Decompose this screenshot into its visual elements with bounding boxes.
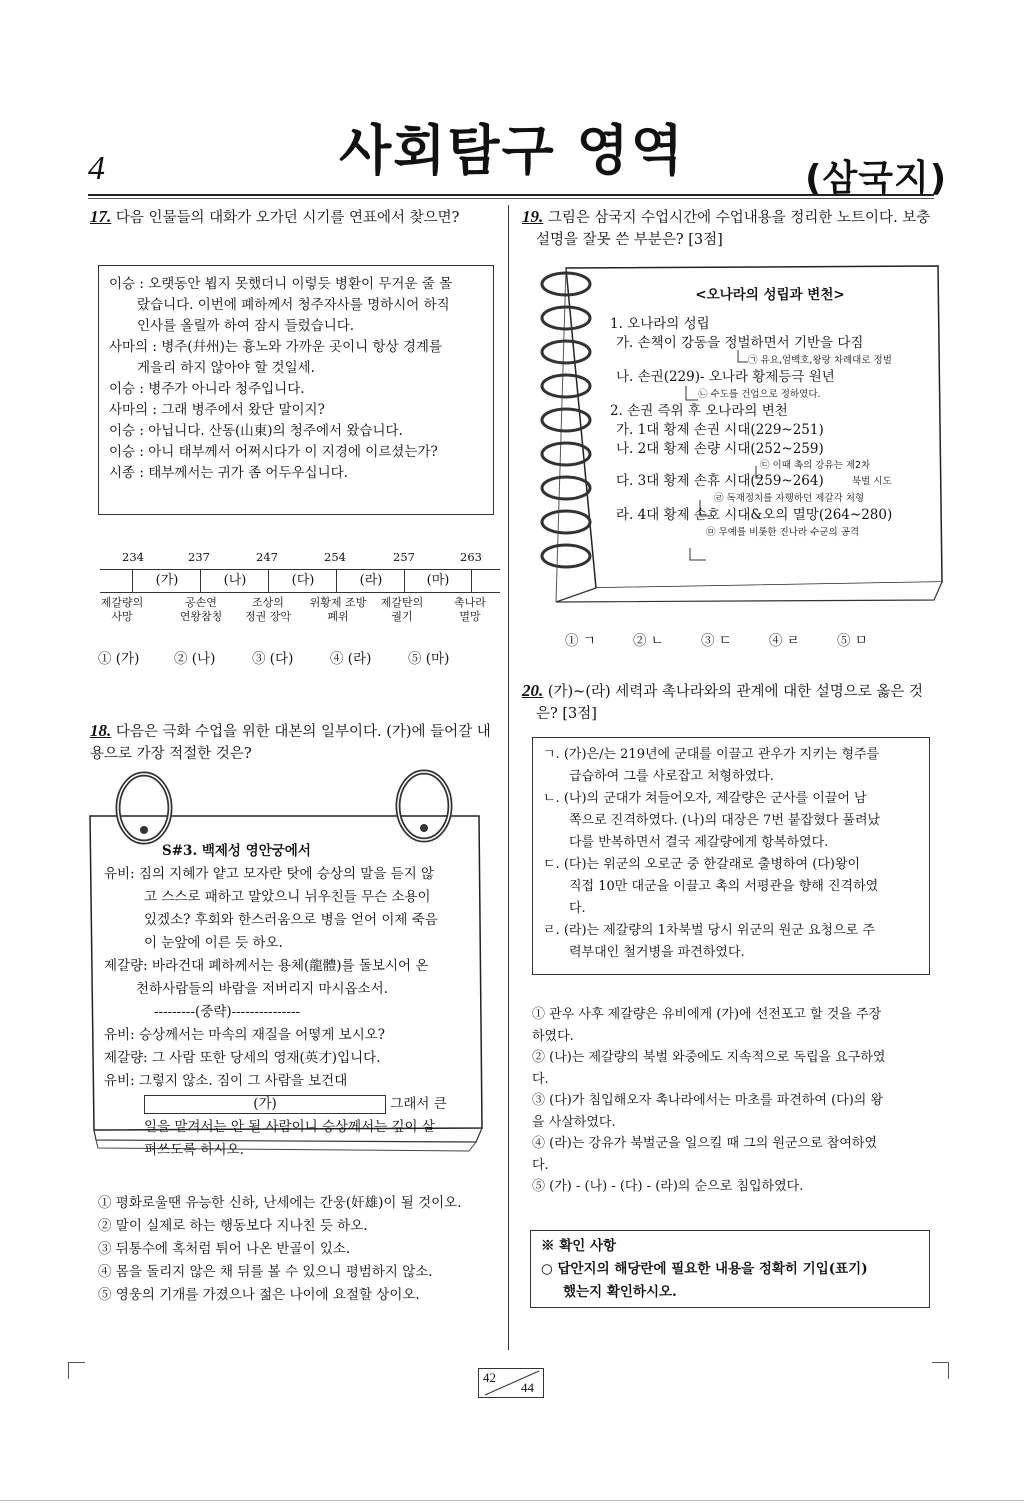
statement-line: 력부대인 철거병을 파견하였다.: [569, 945, 745, 960]
note-line: 나. 2대 황제 손량 시대(252~259): [616, 441, 824, 457]
statement-line: ㄱ. (가)은/는 219년에 군대를 이끌고 관우가 지키는 형주를: [543, 747, 880, 762]
timeline-cell: (가): [132, 570, 201, 592]
column-divider: [508, 205, 509, 1350]
option-1[interactable]: ① 관우 사후 제갈량은 유비에게 (가)에 선전포고 할 것을 주장 하였다.: [532, 1007, 882, 1044]
q20-text: (가)~(라) 세력과 촉나라와의 관계에 대한 설명으로 옳은 것: [547, 684, 924, 700]
notice-box: [530, 1230, 930, 1308]
note-line: 가. 1대 황제 손권 시대(229~251): [616, 422, 824, 438]
timeline-year: 257: [393, 550, 415, 564]
note-line: 라. 4대 황제 손호 시대&오의 멸망(264~280): [616, 507, 893, 523]
script-line: 있겠소? 후회와 한스러움으로 병을 얻어 이제 죽음: [144, 912, 438, 928]
option-2[interactable]: ② 말이 실제로 하는 행동보다 지나친 듯 하오.: [98, 1218, 368, 1234]
note-line: 나. 손권(229)- 오나라 황제등극 원년: [616, 369, 835, 385]
q19-text: 그림은 삼국지 수업시간에 수업내용을 정리한 노트이다. 보충: [547, 210, 931, 226]
corner-mark: [68, 1362, 85, 1379]
option-1[interactable]: ① (가): [98, 651, 140, 667]
option-3[interactable]: ③ (다)가 침입해오자 촉나라에서는 마초를 파견하여 (다)의 왕 을 사살하였다.: [532, 1093, 884, 1130]
q17-question: [90, 206, 500, 229]
notebook-content: [610, 286, 930, 541]
script-line: 그래서 큰: [390, 1096, 447, 1112]
timeline-cell: (다): [268, 570, 337, 592]
q19-text-cont: 설명을 잘못 쓴 부분은? [3점]: [536, 232, 723, 248]
script-line: 유비: 짐의 지혜가 얕고 모자란 탓에 승상의 말을 듣지 않: [104, 866, 435, 882]
note-line: 가. 손책이 강동을 정벌하면서 기반을 다짐: [616, 335, 864, 351]
annotation-4: ㉣ 독재정치를 자행하던 제갈각 처형: [714, 493, 865, 504]
timeline-event: 제갈탄의 궐기: [380, 596, 424, 623]
annotation-2: ㉡ 수도를 건업으로 정하였다.: [698, 389, 821, 400]
statement-line: 직접 10만 대군을 이끌고 촉의 서평관을 향해 진격하였: [569, 879, 879, 894]
corner-mark: [932, 1362, 949, 1379]
blank-box: (가): [144, 1095, 386, 1114]
script-line: 이 눈앞에 이른 듯 하오.: [144, 935, 283, 951]
note-line: 2. 손권 즉위 후 오나라의 변천: [610, 403, 788, 419]
q19-number: 19.: [522, 207, 544, 226]
timeline-year: 237: [188, 550, 210, 564]
q20-number: 20.: [522, 681, 544, 700]
current-page: 42: [483, 1370, 496, 1385]
option-3[interactable]: ③ 뒤통수에 혹처럼 튀어 나온 반골이 있소.: [98, 1241, 351, 1257]
option-3[interactable]: ③ (다): [252, 651, 294, 667]
total-pages: 44: [521, 1380, 534, 1395]
annotation-3: ㉢ 이때 촉의 강유는 제2차: [760, 460, 871, 471]
option-5[interactable]: ⑤ (마): [408, 651, 450, 667]
q19-options: [565, 630, 925, 653]
timeline-year: 234: [122, 550, 144, 564]
timeline-cell: (라): [336, 570, 405, 592]
annotation-5: ㉤ 무예를 비롯한 진나라 수군의 공격: [706, 527, 860, 538]
annotation-3-cont: 북벌 시도: [852, 476, 892, 487]
timeline-event: 제갈량의 사망: [100, 596, 144, 623]
note-line: 1. 오나라의 성립: [610, 316, 710, 332]
q17-timeline: [100, 550, 500, 640]
option-2[interactable]: ② ㄴ: [633, 633, 664, 649]
statement-line: 다.: [569, 901, 586, 916]
header-rule-thin: [88, 198, 934, 199]
timeline-event: 공손연 연왕참칭: [179, 596, 223, 623]
script-line: 일을 맡겨서는 안 될 사람이니 승상께서는 깊이 살: [144, 1119, 435, 1135]
dialogue-line: 사마의 : 병주(幷州)는 흉노와 가까운 곳이니 항상 경계를: [109, 339, 442, 355]
statement-line: 쪽으로 진격하였다. (나)의 대장은 7번 붙잡혔다 풀려났: [569, 813, 881, 828]
timeline-year: 247: [256, 550, 278, 564]
annotation-1: ㉠ 유요,엄백호,왕랑 차례대로 정벌: [748, 355, 892, 366]
bottom-edge: [0, 1500, 1024, 1501]
q19-question: [522, 206, 934, 251]
script-line: 유비: 승상께서는 마속의 재질을 어떻게 보시오?: [104, 1027, 386, 1043]
page-title: 사회탐구 영역: [339, 119, 685, 182]
q18-options: [98, 1192, 503, 1307]
option-2[interactable]: ② (나)는 제갈량의 북벌 와중에도 지속적으로 독립을 요구하였 다.: [532, 1050, 886, 1087]
q18-text-cont: 용으로 가장 적절한 것은?: [90, 746, 252, 762]
page-indicator: [478, 1368, 544, 1398]
q17-options: [98, 648, 498, 671]
statement-line: ㄷ. (다)는 위군의 오로군 중 한갈래로 출병하여 (다)왕이: [543, 857, 861, 872]
script-divider: ---------(중략)---------------: [154, 1004, 301, 1020]
subject-label: (삼국지): [805, 158, 948, 199]
notice-text: 했는지 확인하시오.: [563, 1284, 677, 1300]
script-line: 천하사람들의 바람을 저버리지 마시옵소서.: [136, 981, 388, 997]
script-line: 유비: 그렇지 않소. 짐이 그 사람을 보건대: [104, 1073, 348, 1089]
q18-script: [104, 840, 484, 1162]
timeline-year: 263: [460, 550, 482, 564]
option-5[interactable]: ⑤ 영웅의 기개를 가졌으나 젊은 나이에 요절할 상이오.: [98, 1287, 420, 1303]
statement-line: 급습하여 그를 사로잡고 처형하였다.: [569, 769, 774, 784]
timeline-event: 위황제 조방 폐위: [309, 596, 367, 623]
dialogue-line: 이승 : 아닙니다. 산동(山東)의 청주에서 왔습니다.: [109, 423, 403, 439]
dialogue-line: 시종 : 태부께서는 귀가 좀 어두우십니다.: [109, 465, 348, 481]
q20-text-cont: 은? [3점]: [536, 706, 597, 722]
timeline-event: 조상의 정권 장악: [244, 596, 291, 623]
option-1[interactable]: ① ㄱ: [565, 633, 596, 649]
dialogue-line: 이승 : 아니 태부께서 어쩌시다가 이 지경에 이르셨는가?: [109, 444, 438, 460]
note-line: 다. 3대 황제 손휴 시대(259~264): [616, 473, 824, 489]
q18-question: [90, 720, 502, 765]
note-title: <오나라의 성립과 변천>: [695, 287, 845, 303]
script-line: 제갈량: 바라건대 폐하께서는 용체(龍體)를 돌보시어 온: [104, 958, 429, 974]
option-4[interactable]: ④ ㄹ: [769, 633, 800, 649]
q18-number: 18.: [90, 721, 112, 740]
option-4[interactable]: ④ 몸을 돌리지 않은 채 뒤를 볼 수 있으니 평범하지 않소.: [98, 1264, 433, 1280]
page-number: 4: [88, 150, 105, 187]
q20-question: [522, 680, 934, 725]
dialogue-line: 사마의 : 그래 병주에서 왔단 말이지?: [109, 402, 325, 418]
dialogue-line: 이승 : 병주가 아니라 청주입니다.: [109, 381, 305, 397]
dialogue-line: 게을리 하지 않아야 할 것일세.: [137, 360, 315, 376]
q20-options: [532, 1004, 934, 1198]
notice-title: ※ 확인 사항: [541, 1238, 617, 1254]
statement-line: ㄴ. (나)의 군대가 쳐들어오자, 제갈량은 군사를 이끌어 남: [543, 791, 867, 806]
statement-line: 다를 반복하면서 결국 제갈량에게 항복하였다.: [569, 835, 829, 850]
dialogue-line: 인사를 올릴까 하여 잠시 들렀습니다.: [137, 318, 355, 334]
dialogue-line: 랐습니다. 이번에 폐하께서 청주자사를 명하시어 하직: [137, 297, 450, 313]
script-line: 고 스스로 패하고 말았으니 뉘우친들 무슨 소용이: [144, 889, 431, 905]
option-2[interactable]: ② (나): [174, 651, 216, 667]
q17-dialogue-box: [98, 265, 494, 515]
option-5[interactable]: ⑤ ㅁ: [837, 633, 868, 649]
statement-line: ㄹ. (라)는 제갈량의 1차북벌 당시 위군의 원군 요청으로 주: [543, 923, 875, 938]
dialogue-line: 이승 : 오랫동안 뵙지 못했더니 이렇듯 병환이 무거운 줄 몰: [109, 276, 453, 292]
option-5[interactable]: ⑤ (가) - (나) - (다) - (라)의 순으로 침입하였다.: [532, 1179, 804, 1194]
option-4[interactable]: ④ (라): [330, 651, 372, 667]
header-rule: [88, 194, 934, 196]
timeline-cell: (나): [200, 570, 269, 592]
timeline-year: 254: [324, 550, 346, 564]
q17-text: 다음 인물들의 대화가 오가던 시기를 연표에서 찾으면?: [115, 210, 460, 226]
timeline-cell: (마): [404, 570, 472, 592]
notice-text: ○ 답안지의 해당란에 필요한 내용을 정확히 기입(표기): [541, 1261, 868, 1277]
scene-heading: S#3. 백제성 영안궁에서: [162, 843, 311, 859]
q18-text: 다음은 극화 수업을 위한 대본의 일부이다. (가)에 들어갈 내: [115, 724, 491, 740]
option-3[interactable]: ③ ㄷ: [701, 633, 732, 649]
script-line: 펴쓰도록 하시오.: [144, 1142, 244, 1158]
timeline-bar: [100, 569, 500, 593]
option-1[interactable]: ① 평화로울땐 유능한 신하, 난세에는 간웅(奸雄)이 될 것이오.: [98, 1195, 462, 1211]
option-4[interactable]: ④ (라)는 강유가 북벌군을 일으킬 때 그의 원군으로 참여하였 다.: [532, 1136, 878, 1173]
q17-number: 17.: [90, 207, 112, 226]
timeline-event: 촉나라 멸망: [454, 596, 486, 623]
script-line: 제갈량: 그 사람 또한 당세의 영재(英才)입니다.: [104, 1050, 381, 1066]
q20-statements-box: [532, 737, 930, 975]
